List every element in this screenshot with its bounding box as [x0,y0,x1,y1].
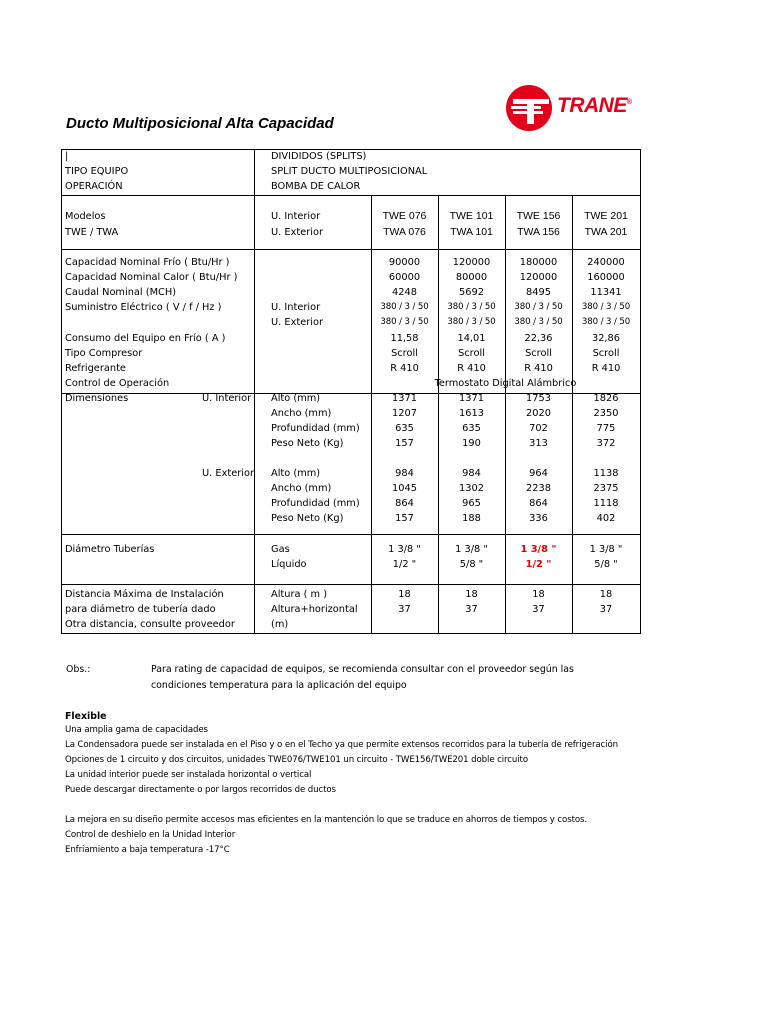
altura-horizontal-value: 37 [465,604,478,615]
dim-field-label: Alto (mm) [271,393,321,404]
dim-field-label: Ancho (mm) [271,483,332,494]
dim-value: 984 [395,468,414,479]
dim-field-label: Profundidad (mm) [271,423,360,434]
dim-value: 964 [529,468,548,479]
compresor-value: Scroll [525,348,552,359]
altura-horizontal-value: 37 [398,604,411,615]
spec-table [61,149,641,634]
operacion-label: OPERACIÓN [65,181,123,192]
control-value: Termostato Digital Alámbrico [434,378,577,389]
dim-value: 1753 [526,393,551,404]
feature-extra: Enfriamiento a baja temperatura -17°C [65,845,230,855]
dim-value: 402 [596,513,616,524]
model-interior: TWE 156 [516,210,561,222]
compresor-value: Scroll [458,348,485,359]
cap-calor-value: 80000 [455,272,488,283]
dim-field-label: Ancho (mm) [271,408,332,419]
dim-value: 1371 [392,393,417,404]
refrigerante-value: R 410 [390,363,419,374]
suministro-exterior-value: 380 / 3 / 50 [447,317,496,327]
dim-value: 157 [395,438,414,449]
dim-value: 702 [529,423,548,434]
dim-value: 2350 [593,408,619,419]
dim-field-label: Profundidad (mm) [271,498,360,509]
dim-exterior-label: U. Exterior [202,468,255,479]
document-title: Ducto Multiposicional Alta Capacidad [66,115,334,132]
dim-value: 1207 [392,408,417,419]
liquid-value: 5/8 " [594,559,618,570]
brand-name: TRANE® [557,94,632,117]
table-divider [61,534,641,535]
caudal-value: 4248 [392,287,417,298]
suministro-interior-value: 380 / 3 / 50 [380,302,429,312]
liquid-value: 5/8 " [459,559,484,570]
operacion-value: BOMBA DE CALOR [271,181,361,192]
obs-line-2: condiciones temperatura para la aplicación del equipo [151,680,407,691]
divididos-value: DIVIDIDOS (SPLITS) [271,151,367,162]
gas-label: Gas [271,544,290,555]
table-border-bottom [61,633,641,634]
altura-horizontal-value: 37 [599,604,613,615]
models-exterior-label: U. Exterior [271,227,324,238]
trane-logo-icon [505,84,553,132]
dim-field-label: Peso Neto (Kg) [271,513,344,524]
refrigerante-value: R 410 [524,363,553,374]
liquid-value-highlight: 1/2 " [525,559,552,570]
consumo-value: 14,01 [457,333,486,344]
gas-value: 1 3/8 " [388,544,421,555]
dim-value: 190 [462,438,481,449]
refrigerante-label: Refrigerante [65,363,126,374]
gas-value: 1 3/8 " [455,544,488,555]
feature-extra: Control de deshielo en la Unidad Interior [65,830,236,840]
cap-calor-label: Capacidad Nominal Calor ( Btu/Hr ) [65,272,238,283]
gas-value: 1 3/8 " [589,544,623,555]
feature-item: Puede descargar directamente o por largos recorridos de ductos [65,785,336,795]
dim-value: 1613 [459,408,484,419]
caudal-value: 8495 [526,287,551,298]
altura-value: 18 [599,589,613,600]
dim-value: 1118 [593,498,619,509]
distancia-line-3: Otra distancia, consulte proveedor [65,619,235,630]
altura-value: 18 [398,589,411,600]
dim-value: 2238 [526,483,551,494]
table-border-right [640,149,641,634]
cap-calor-value: 60000 [388,272,421,283]
model-interior: TWE 201 [584,210,628,222]
model-exterior: TWA 201 [584,226,628,238]
suministro-label: Suministro Eléctrico ( V / f / Hz ) [65,302,222,313]
suministro-exterior-value: 380 / 3 / 50 [380,317,429,327]
table-border-left [61,149,62,634]
feature-item: La unidad interior puede ser instalada horizontal o vertical [65,770,312,780]
suministro-exterior-value: 380 / 3 / 50 [514,317,563,327]
dim-value: 635 [462,423,481,434]
compresor-value: Scroll [592,348,620,359]
tipo-equipo-value: SPLIT DUCTO MULTIPOSICIONAL [271,166,428,177]
feature-item: Opciones de 1 circuito y dos circuitos, unidades TWE076/TWE101 un circuito - TWE156/TWE201 doble circuito [65,755,528,765]
dim-value: 1045 [392,483,417,494]
suministro-exterior-label: U. Exterior [271,317,324,328]
dim-value: 188 [462,513,481,524]
altura-horizontal-value: 37 [532,604,545,615]
altura-value: 18 [465,589,478,600]
suministro-interior-value: 380 / 3 / 50 [514,302,563,312]
obs-label: Obs.: [66,664,91,675]
model-interior: TWE 101 [449,210,494,222]
cap-frio-value: 120000 [452,257,491,268]
features-heading: Flexible [65,711,107,722]
suministro-interior-value: 380 / 3 / 50 [447,302,496,312]
table-divider [61,584,641,585]
table-divider [61,195,641,196]
dim-value: 965 [462,498,481,509]
cursor-mark: | [65,151,69,162]
feature-item: La Condensadora puede ser instalada en el Piso y o en el Techo ya que permite extensos recorridos para la tubería de refrigeración [65,740,618,750]
models-interior-label: U. Interior [271,211,321,222]
altura-label: Altura ( m ) [271,589,328,600]
suministro-interior-label: U. Interior [271,302,321,313]
cap-frio-value: 180000 [519,257,558,268]
dim-value: 157 [395,513,414,524]
model-interior: TWE 076 [382,210,427,222]
dim-value: 1138 [593,468,619,479]
control-label: Control de Operación [65,378,170,389]
consumo-value: 22,36 [524,333,553,344]
dim-field-label: Peso Neto (Kg) [271,438,344,449]
dim-value: 372 [596,438,616,449]
table-divider [61,249,641,250]
refrigerante-value: R 410 [457,363,486,374]
dim-value: 1826 [593,393,619,404]
altura-horizontal-label: Altura+horizontal [271,604,358,615]
cap-frio-label: Capacidad Nominal Frío ( Btu/Hr ) [65,257,230,268]
dim-value: 775 [596,423,616,434]
tuberias-label: Diámetro Tuberías [65,544,155,555]
feature-extra: La mejora en su diseño permite accesos mas eficientes en la mantención lo que se traduce en ahorros de tiempos y costos. [65,815,588,825]
dim-value: 984 [462,468,481,479]
dim-value: 2375 [593,483,619,494]
suministro-exterior-value: 380 / 3 / 50 [581,317,631,327]
dim-value: 864 [529,498,548,509]
consumo-value: 32,86 [591,333,621,344]
model-exterior: TWA 156 [517,226,560,238]
cap-calor-value: 120000 [519,272,558,283]
refrigerante-value: R 410 [591,363,621,374]
gas-value-highlight: 1 3/8 " [520,544,557,555]
consumo-label: Consumo del Equipo en Frío ( A ) [65,333,226,344]
dim-value: 1371 [459,393,484,404]
consumo-value: 11,58 [390,333,419,344]
suministro-interior-value: 380 / 3 / 50 [581,302,631,312]
dim-value: 635 [395,423,414,434]
dim-value: 1302 [459,483,484,494]
dim-field-label: Alto (mm) [271,468,321,479]
feature-item: Una amplia gama de capacidades [65,725,208,735]
model-exterior: TWA 101 [450,226,493,238]
altura-value: 18 [532,589,545,600]
caudal-value: 5692 [459,287,484,298]
liquid-value: 1/2 " [392,559,417,570]
trane-logo [505,84,640,132]
compresor-value: Scroll [391,348,418,359]
dimensiones-label: Dimensiones [65,393,129,404]
tipo-equipo-label: TIPO EQUIPO [65,166,129,177]
dim-value: 313 [529,438,548,449]
obs-line-1: Para rating de capacidad de equipos, se recomienda consultar con el proveedor según las [151,664,574,675]
liquid-label: Líquido [271,559,307,570]
cap-frio-value: 240000 [587,257,625,268]
cap-frio-value: 90000 [388,257,421,268]
altura-horizontal-unit: (m) [271,619,289,630]
modelos-sub-label: TWE / TWA [65,227,119,238]
dim-value: 864 [395,498,414,509]
dim-value: 336 [529,513,548,524]
dim-value: 2020 [526,408,551,419]
cap-calor-value: 160000 [587,272,625,283]
model-exterior: TWA 076 [383,226,426,238]
dim-interior-label: U. Interior [202,393,252,404]
distancia-line-1: Distancia Máxima de Instalación [65,589,224,600]
modelos-label: Modelos [65,211,106,222]
table-divider [254,149,255,634]
caudal-label: Caudal Nominal (MCH) [65,287,177,298]
distancia-line-2: para diámetro de tubería dado [65,604,216,615]
caudal-value: 11341 [590,287,622,298]
compresor-label: Tipo Compresor [65,348,143,359]
